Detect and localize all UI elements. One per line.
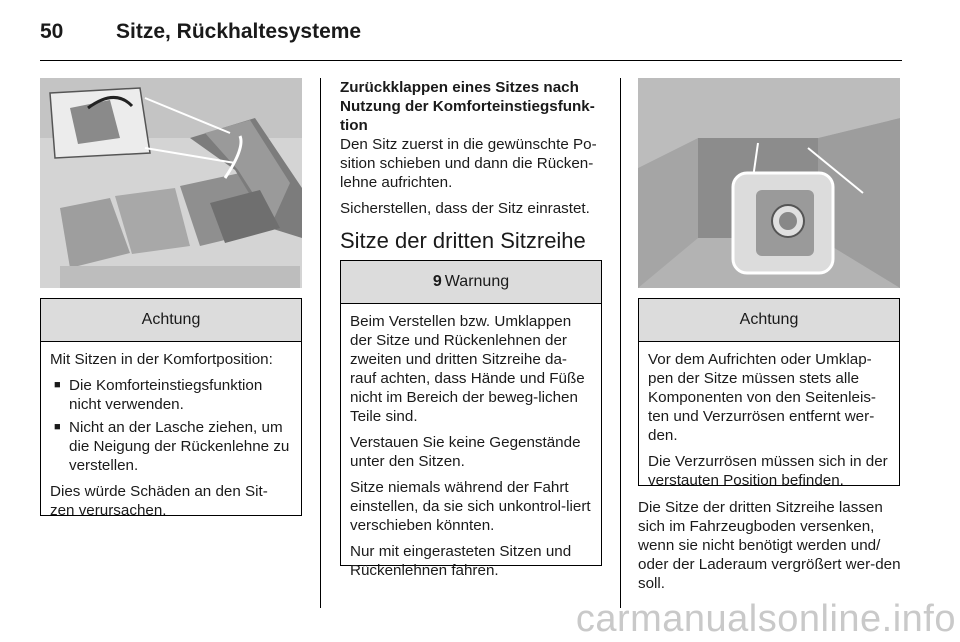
column-divider-left bbox=[320, 78, 321, 608]
lashing-eye-illustration bbox=[638, 78, 900, 288]
caution-body bbox=[41, 342, 301, 533]
caution-title: Achtung bbox=[639, 299, 899, 342]
warning-paragraph: Sitze niemals während der Fahrt einstellen, da sie sich unkontrol-liert verschieben könnten. bbox=[350, 479, 591, 534]
page-header bbox=[40, 14, 920, 50]
right-paragraph: Die Sitze der dritten Sitzreihe lassen sich im Fahrzeugboden versenken, wenn sie nicht benötigt werden und/ oder der Laderaum vergrößert wer-den soll. bbox=[638, 499, 901, 592]
page-number: 50 bbox=[40, 20, 64, 43]
watermark: carmanualsonline.info bbox=[575, 598, 956, 640]
header-rule bbox=[40, 60, 902, 61]
seat-folding-drawing bbox=[40, 78, 302, 288]
caution-intro: Mit Sitzen in der Komfortposition: bbox=[50, 351, 273, 368]
middle-intro bbox=[340, 78, 602, 225]
caution-bullet: ■ Nicht an der Lasche ziehen, um die Neigung der Rückenlehne zu verstellen. bbox=[50, 418, 292, 475]
warning-paragraph: Verstauen Sie keine Gegenstände unter den Sitzen. bbox=[350, 434, 581, 470]
caution-paragraph: Vor dem Aufrichten oder Umklap-pen der Sitze müssen stets alle Komponenten von den Seitenleis-ten und Verzurrösen entfernt wer-den. bbox=[648, 351, 876, 444]
warning-paragraph: Nur mit eingerasteten Sitzen und Rückenlehnen fahren. bbox=[350, 543, 572, 579]
caution-body bbox=[639, 342, 899, 503]
warning-box bbox=[340, 260, 602, 579]
warning-body bbox=[341, 304, 601, 593]
section-heading: Sitze der dritten Sitzreihe bbox=[340, 228, 586, 253]
caution-bullet: ■ Die Komforteinstiegsfunktion nicht verwenden. bbox=[50, 376, 292, 414]
subheading: Zurückklappen eines Sitzes nach Nutzung der Komforteinstiegsfunk-tion bbox=[340, 79, 595, 134]
paragraph: Sicherstellen, dass der Sitz einrastet. bbox=[340, 200, 590, 217]
paragraph: Den Sitz zuerst in die gewünschte Po-sition schieben und dann die Rücken-lehne aufrichten. bbox=[340, 136, 597, 191]
caution-box-right bbox=[638, 298, 900, 489]
column-divider-right bbox=[620, 78, 621, 608]
caution-list bbox=[50, 376, 292, 475]
warning-paragraph: Beim Verstellen bzw. Umklappen der Sitze und Rückenlehnen der zweiten und dritten Sitzreihe da-rauf achten, dass Hände und Füße nicht im Bereich der beweg-lichen Teile sind. bbox=[350, 313, 585, 425]
warning-header bbox=[341, 261, 601, 304]
page-title: Sitze, Rückhaltesysteme bbox=[116, 20, 362, 43]
caution-paragraph: Die Verzurrösen müssen sich in der verstauten Position befinden. bbox=[648, 453, 888, 489]
caution-box-left bbox=[40, 298, 302, 519]
seat-folding-illustration bbox=[40, 78, 302, 288]
lashing-eye-drawing bbox=[638, 78, 900, 288]
warning-title: Warnung bbox=[444, 273, 510, 290]
caution-outro: Dies würde Schäden an den Sit-zen verursachen. bbox=[50, 483, 268, 519]
caution-title: Achtung bbox=[41, 299, 301, 342]
warning-icon: 9 bbox=[432, 273, 442, 290]
